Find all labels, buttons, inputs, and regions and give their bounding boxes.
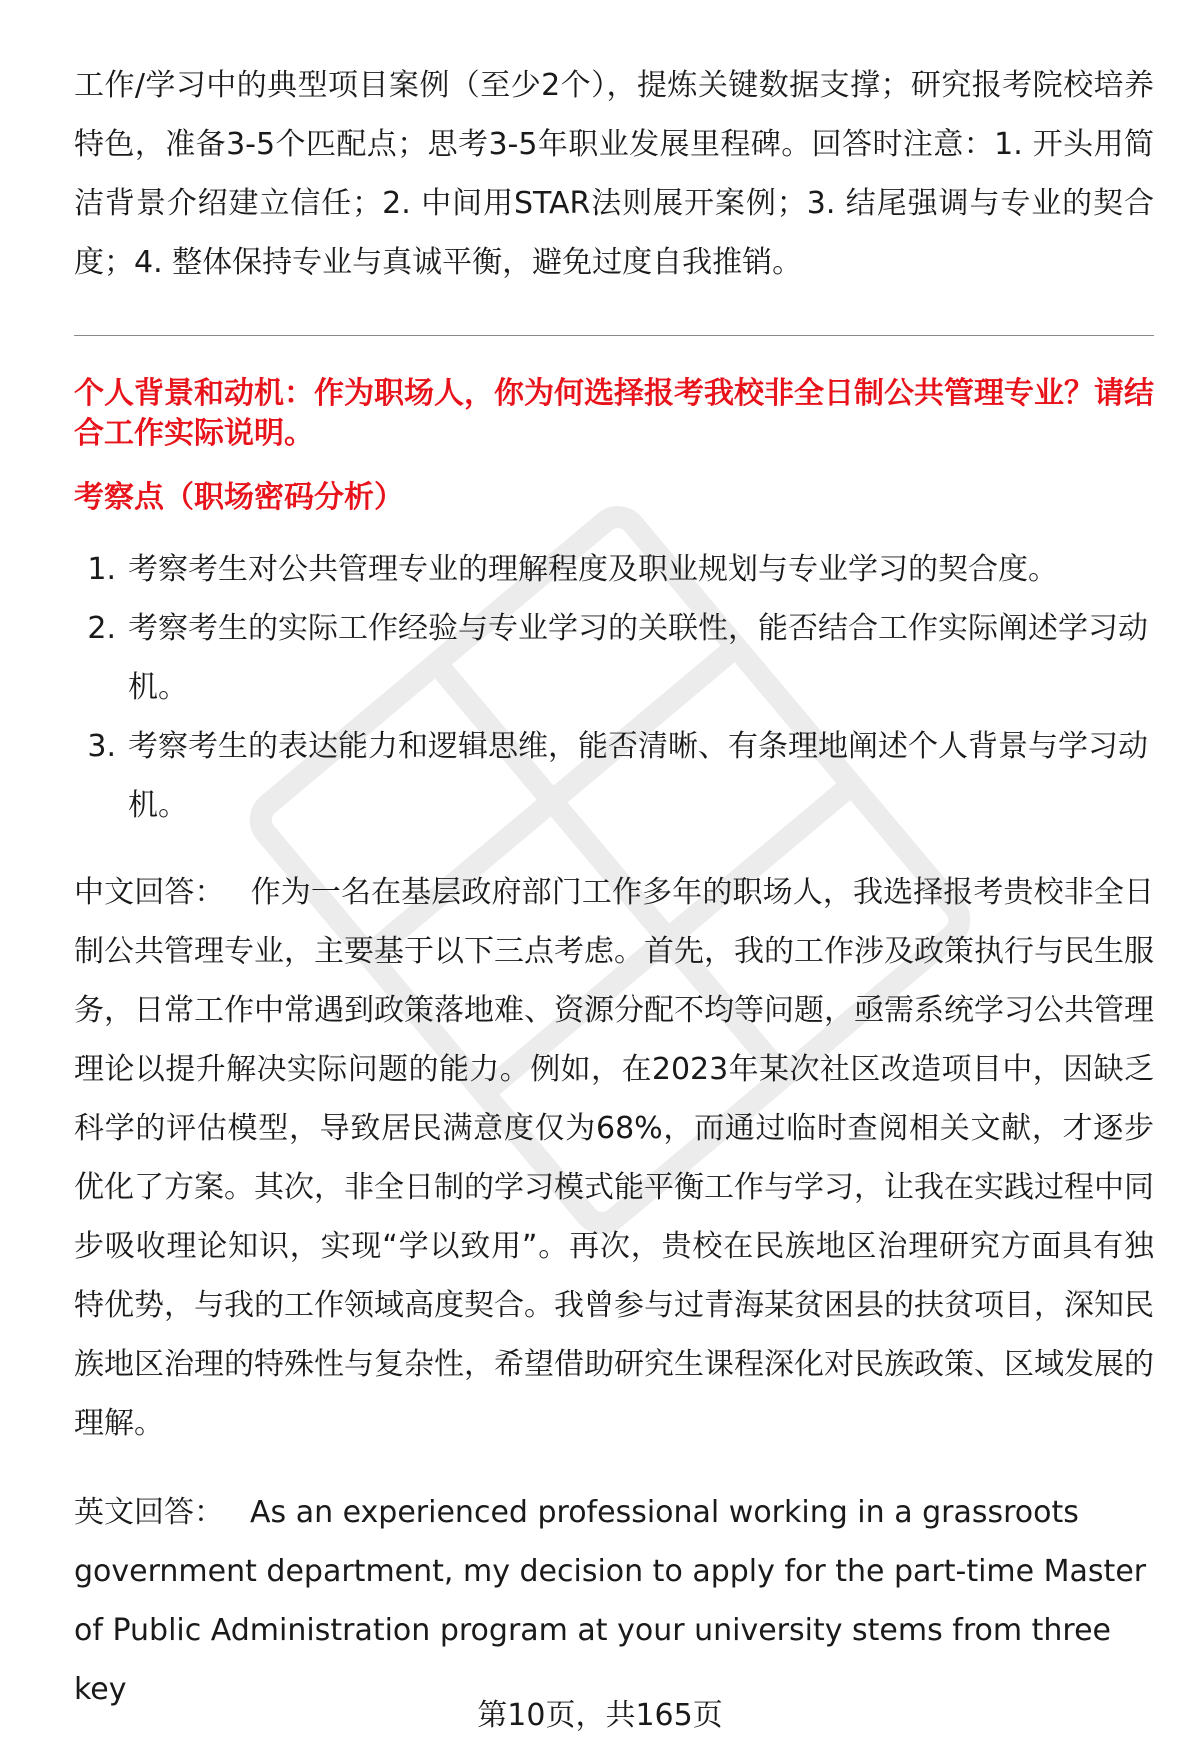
list-item: [74, 717, 1154, 835]
english-answer-label: 英文回答：: [74, 1495, 224, 1530]
examination-points-list: [74, 540, 1154, 835]
document-content: [74, 56, 1154, 1719]
page-number-footer: 第10页，共165页: [477, 1698, 723, 1733]
intro-paragraph: 工作/学习中的典型项目案例（至少2个），提炼关键数据支撑；研究报考院校培养特色，准备3-5个匹配点；思考3-5年职业发展里程碑。回答时注意：1. 开头用简洁背景介绍建立信任；2. 中间用STAR法则展开案例；3. 结尾强调与专业的契合度；4. 整体保持专业与真诚平衡，避免过度自我推销。: [74, 68, 1154, 280]
list-item: [74, 540, 1154, 599]
list-item: [74, 599, 1154, 717]
list-item-number: 1.: [87, 552, 116, 587]
chinese-answer-paragraph: [74, 863, 1154, 1453]
examination-points-heading: 考察点（职场密码分析）: [74, 480, 404, 515]
section-divider: [74, 335, 1154, 336]
english-answer-paragraph: [74, 1483, 1154, 1719]
english-answer-text: As an experienced professional working in a grassroots government department, my decision to apply for the part-time Master of Public Administration program at your university stems from three key: [74, 1495, 1147, 1707]
question-heading: 个人背景和动机：作为职场人，你为何选择报考我校非全日制公共管理专业？请结合工作实际说明。: [74, 376, 1154, 451]
chinese-answer-text: 作为一名在基层政府部门工作多年的职场人，我选择报考贵校非全日制公共管理专业，主要基于以下三点考虑。首先，我的工作涉及政策执行与民生服务，日常工作中常遇到政策落地难、资源分配不均等问题，亟需系统学习公共管理理论以提升解决实际问题的能力。例如，在2023年某次社区改造项目中，因缺乏科学的评估模型，导致居民满意度仅为68%，而通过临时查阅相关文献，才逐步优化了方案。其次，非全日制的学习模式能平衡工作与学习，让我在实践过程中同步吸收理论知识，实现“学以致用”。再次，贵校在民族地区治理研究方面具有独特优势，与我的工作领域高度契合。我曾参与过青海某贫困县的扶贫项目，深知民族地区治理的特殊性与复杂性，希望借助研究生课程深化对民族政策、区域发展的理解。: [74, 875, 1155, 1441]
chinese-answer-label: 中文回答：: [74, 875, 225, 910]
list-item-text: 考察考生对公共管理专业的理解程度及职业规划与专业学习的契合度。: [128, 552, 1058, 587]
list-item-text: 考察考生的表达能力和逻辑思维，能否清晰、有条理地阐述个人背景与学习动机。: [128, 729, 1148, 823]
list-item-text: 考察考生的实际工作经验与专业学习的关联性，能否结合工作实际阐述学习动机。: [128, 611, 1148, 705]
list-item-number: 3.: [87, 729, 116, 764]
list-item-number: 2.: [87, 611, 116, 646]
